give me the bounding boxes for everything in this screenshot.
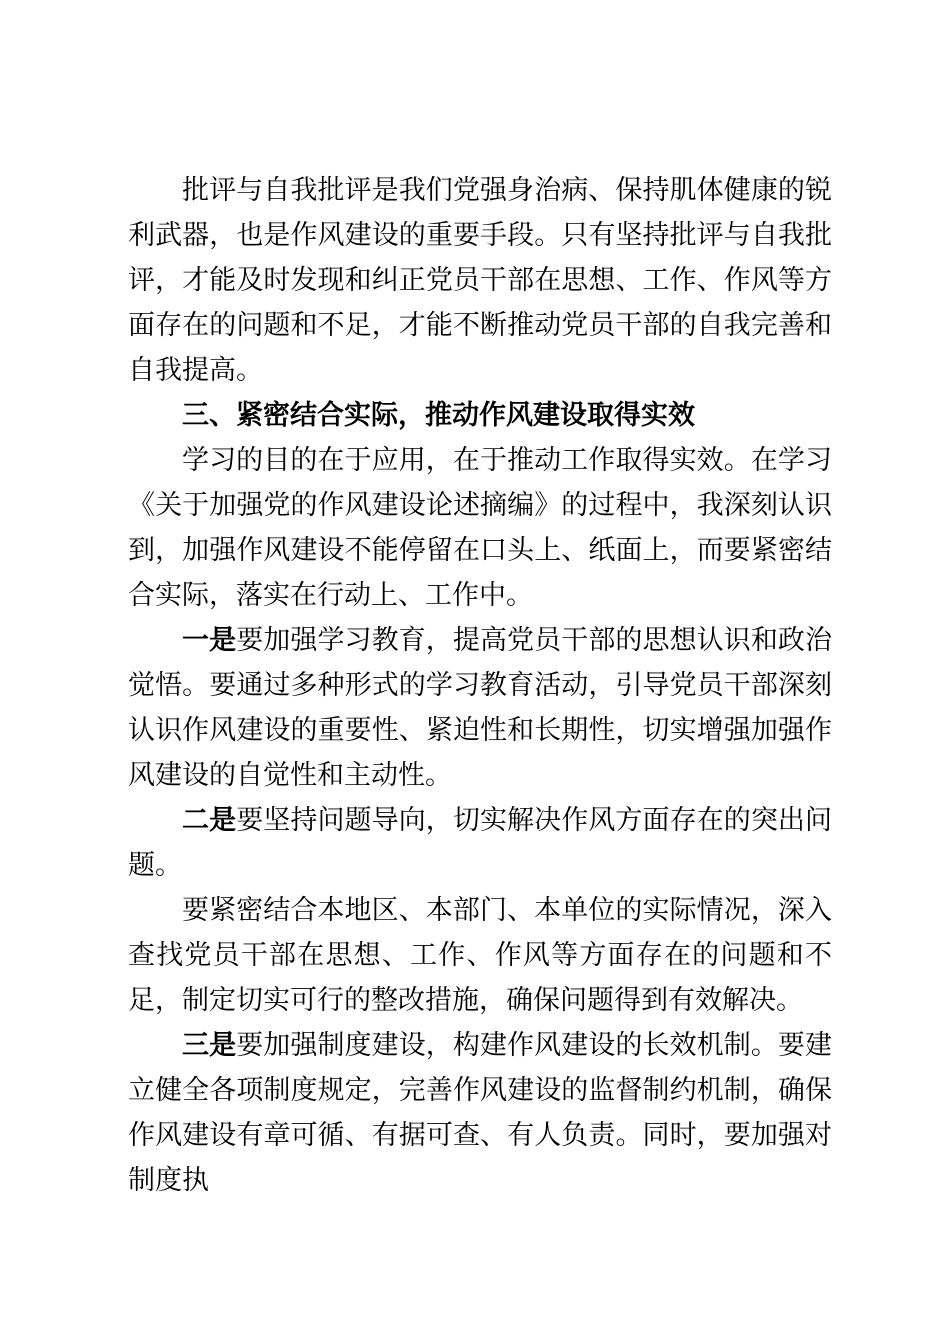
document-body — [128, 168, 832, 1203]
paragraph-point-two-detail — [128, 888, 832, 1023]
point-lead-label: 二是 — [182, 805, 237, 836]
paragraph-point-one — [128, 618, 832, 798]
point-lead-label: 一是 — [182, 625, 237, 656]
section-heading — [128, 393, 832, 438]
paragraph-text: 批评与自我批评是我们党强身治病、保持肌体健康的锐利武器，也是作风建设的重要手段。只有坚持批评与自我批评，才能及时发现和纠正党员干部在思想、工作、作风等方面存在的问题和不足，才能不断推动党员干部的自我完善和自我提高。 — [128, 175, 832, 386]
paragraph-point-three — [128, 1023, 832, 1203]
section-heading-text: 三、紧密结合实际，推动作风建设取得实效 — [182, 400, 695, 431]
paragraph-text: 要加强学习教育，提高党员干部的思想认识和政治觉悟。要通过多种形式的学习教育活动，引导党员干部深刻认识作风建设的重要性、紧迫性和长期性，切实增强加强作风建设的自觉性和主动性。 — [128, 625, 833, 791]
point-lead-label: 三是 — [182, 1030, 237, 1061]
paragraph-text: 学习的目的在于应用，在于推动工作取得实效。在学习《关于加强党的作风建设论述摘编》的过程中，我深刻认识到，加强作风建设不能停留在口头上、纸面上，而要紧密结合实际，落实在行动上、工作中。 — [128, 445, 832, 611]
paragraph-text: 要加强制度建设，构建作风建设的长效机制。要建立健全各项制度规定，完善作风建设的监督制约机制，确保作风建设有章可循、有据可查、有人负责。同时，要加强对制度执 — [128, 1030, 833, 1196]
paragraph-text: 要坚持问题导向，切实解决作风方面存在的突出问题。 — [128, 805, 833, 881]
paragraph-text: 要紧密结合本地区、本部门、本单位的实际情况，深入查找党员干部在思想、工作、作风等方面存在的问题和不足，制定切实可行的整改措施，确保问题得到有效解决。 — [128, 895, 832, 1016]
paragraph-point-two — [128, 798, 832, 888]
paragraph-criticism — [128, 168, 832, 393]
paragraph-learning-purpose — [128, 438, 832, 618]
